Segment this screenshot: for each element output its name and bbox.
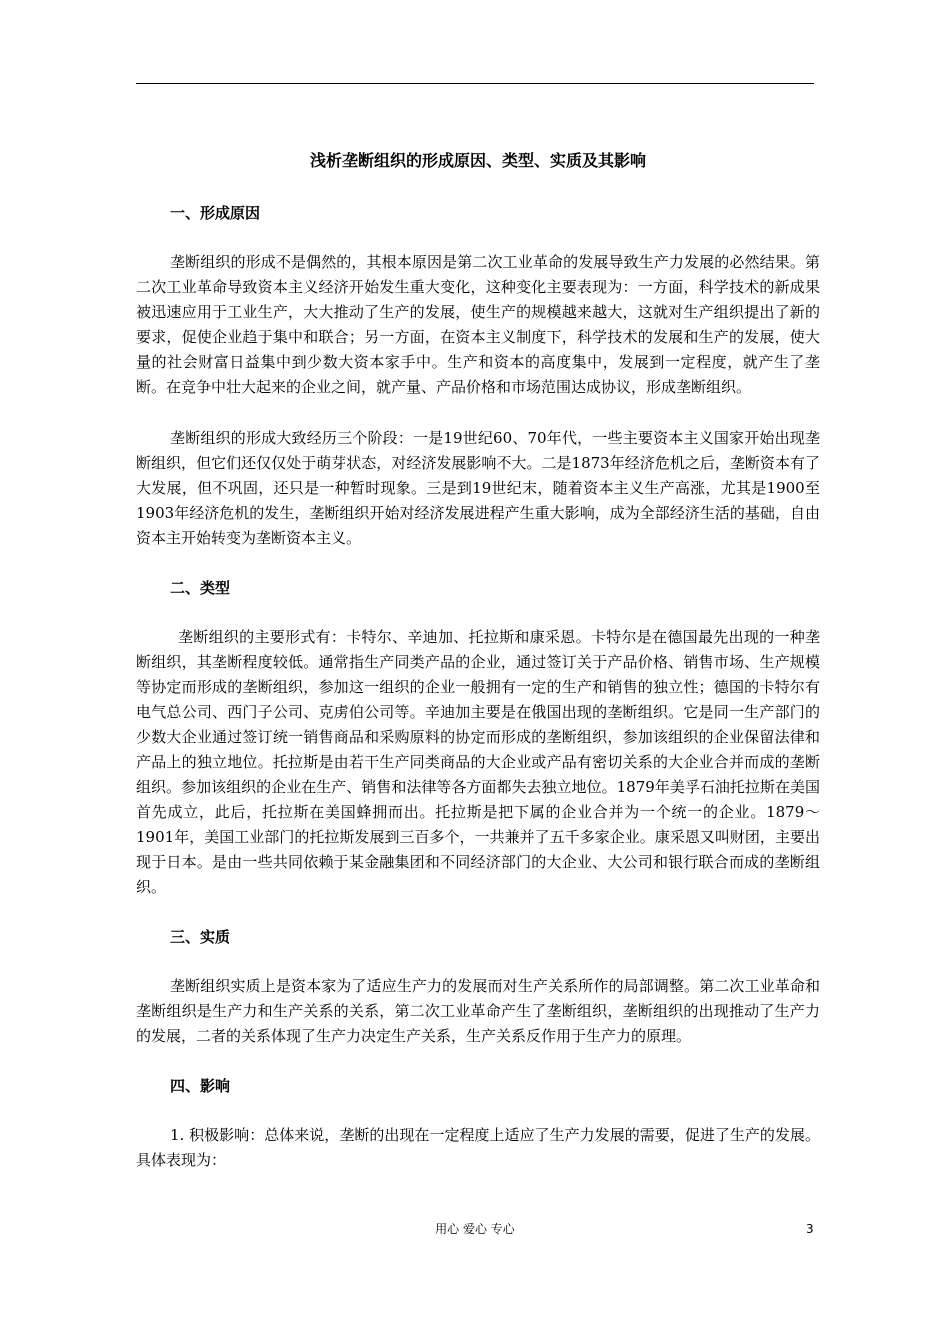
paragraph-impact-positive: 1. 积极影响：总体来说，垄断的出现在一定程度上适应了生产力发展的需要，促进了生产的发展。具体表现为： [136,1126,820,1169]
paragraph-formation-stages: 垄断组织的形成大致经历三个阶段：一是19世纪60、70年代，一些主要资本主义国家开始出现垄断组织，但它们还仅仅处于萌芽状态，对经济发展影响不大。二是1873年经济危机之后，垄断资本有了大发展，但不巩固，还只是一种暂时现象。三是到19世纪末，随着资本主义生产高涨，尤其是1900至1903年经济危机的发生，垄断组织开始对经济发展进程产生重大影响，成为全部经济生活的基础，自由资本主开始转变为垄断资本主义。 [136,429,820,547]
document-title: 浅析垄断组织的形成原因、类型、实质及其影响 [309,151,646,170]
section-heading-essence: 三、实质 [170,928,231,946]
paragraph-types: 垄断组织的主要形式有：卡特尔、辛迪加、托拉斯和康采恩。卡特尔是在德国最先出现的一种垄断组织，其垄断程度较低。通常指生产同类产品的企业，通过签订关于产品价格、销售市场、生产规模等协定而形成的垄断组织，参加这一组织的企业一般拥有一定的生产和销售的独立性；德国的卡特尔有电气总公司、西门子公司、克虏伯公司等。辛迪加主要是在俄国出现的垄断组织。它是同一生产部门的少数大企业通过签订统一销售商品和采购原料的协定而形成的垄断组织，参加该组织的企业保留法律和产品上的独立地位。托拉斯是由若干生产同类商品的大企业或产品有密切关系的大企业合并而成的垄断组织。参加该组织的企业在生产、销售和法律等各方面都失去独立地位。1879年美孚石油托拉斯在美国首先成立，此后，托拉斯在美国蜂拥而出。托拉斯是把下属的企业合并为一个统一的企业。1879～1901年，美国工业部门的托拉斯发展到三百多个，一共兼并了五千多家企业。康采恩又叫财团，主要出现于日本。是由一些共同依赖于某金融集团和不同经济部门的大企业、大公司和银行联合而成的垄断组织。 [136,628,820,896]
section-heading-types: 二、类型 [170,579,231,597]
section-heading-formation: 一、形成原因 [170,204,261,222]
page-number: 3 [806,1222,814,1236]
header-rule [136,83,814,84]
paragraph-essence: 垄断组织实质上是资本家为了适应生产力的发展而对生产关系所作的局部调整。第二次工业革命和垄断组织是生产力和生产关系的关系，第二次工业革命产生了垄断组织，垄断组织的出现推动了生产力的发展，二者的关系体现了生产力决定生产关系，生产关系反作用于生产力的原理。 [136,977,820,1045]
section-heading-impact: 四、影响 [170,1077,231,1095]
footer-slogan: 用心 爱心 专心 [435,1222,515,1236]
document-body [136,150,820,1173]
paragraph-formation-cause: 垄断组织的形成不是偶然的，其根本原因是第二次工业革命的发展导致生产力发展的必然结果。第二次工业革命导致资本主义经济开始发生重大变化，这种变化主要表现为：一方面，科学技术的新成果被迅速应用于工业生产，大大推动了生产的发展，使生产的规模越来越大，这就对生产组织提出了新的要求，促使企业趋于集中和联合；另一方面，在资本主义制度下，科学技术的发展和生产的发展，使大量的社会财富日益集中到少数大资本家手中。生产和资本的高度集中，发展到一定程度，就产生了垄断。在竞争中壮大起来的企业之间，就产量、产品价格和市场范围达成协议，形成垄断组织。 [136,253,820,396]
